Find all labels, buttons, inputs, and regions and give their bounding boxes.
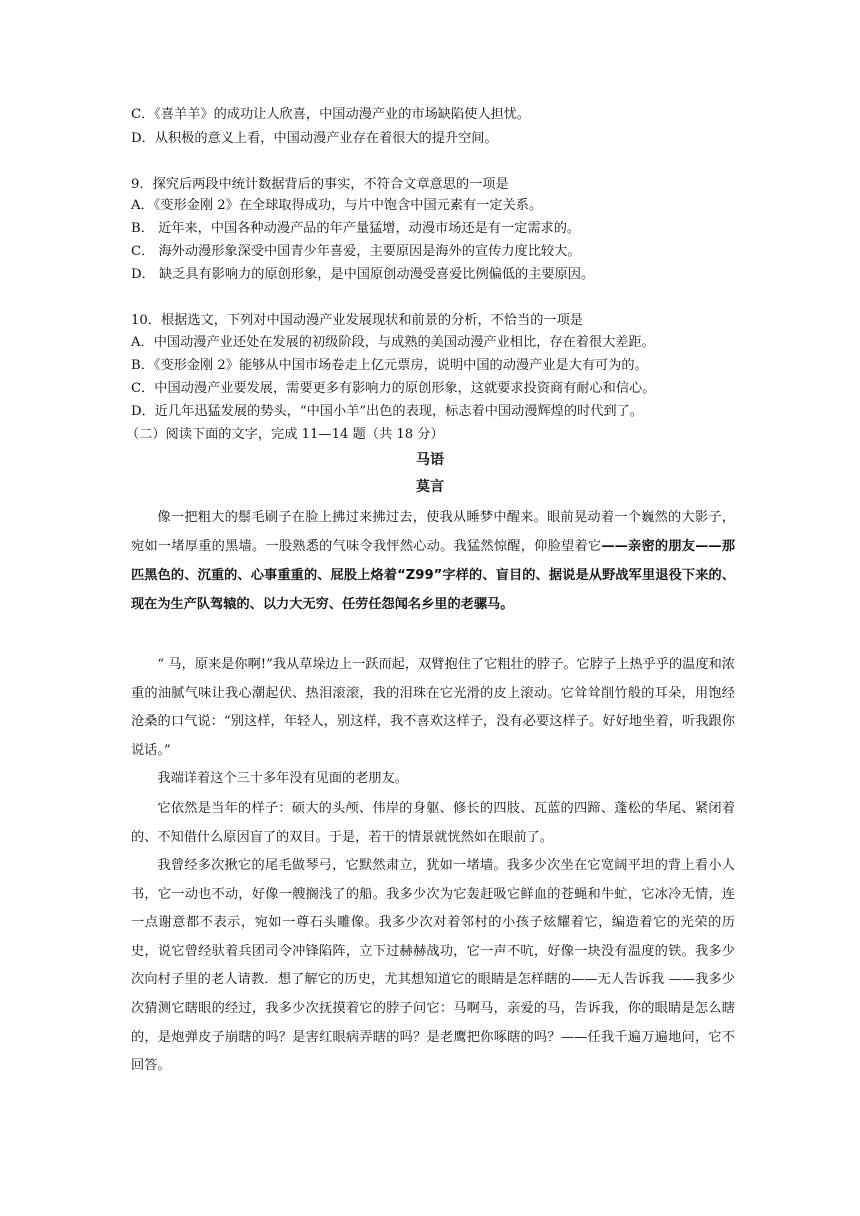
q10-stem: 10．根据选文，下列对中国动漫产业发展现状和前景的分析，不恰当的一项是 (131, 313, 583, 328)
paragraph-4: 它依然是当年的样子：硕大的头颅、伟岸的身躯、修长的四肢、瓦蓝的四蹄、蓬松的华尾、紧闭着的、不知借什么原因盲了的双目。于是，若干的情景就恍然如在眼前了。 (131, 801, 735, 845)
paragraph-2: “ 马，原来是你啊!”我从草垛边上一跃而起，双臂抱住了它粗壮的脖子。它脖子上热乎乎的温度和浓重的油腻气味让我心潮起伏、热泪滚滚，我的泪珠在它光滑的皮上滚动。它耸耸削竹般的耳朵，用饱经沧桑的口气说：“别这样，年轻人，别这样，我不喜欢这样子，没有必要这样子。好好地坐着，听我跟你说话。” (131, 657, 735, 758)
q9-option-b: B． 近年来，中国各种动漫产品的年产量猛增，动漫市场还是有一定需求的。 (131, 221, 581, 236)
story-title: 马语 (416, 452, 444, 468)
section-header: （二）阅读下面的文字，完成 11—14 题（共 18 分） (126, 427, 444, 442)
q10-option-b: B．《变形金刚 2》能够从中国市场卷走上亿元票房，说明中国的动漫产业是大有可为的。 (131, 358, 648, 373)
paragraph-1-text: 像一把粗大的鬃毛刷子在脸上拂过来拂过去，使我从睡梦中醒来。眼前晃动着一个巍然的大影子，宛如一堵厚重的黑墙。一股熟悉的气味令我怦然心动。我猛然惊醒，仰脸望着它 (131, 510, 735, 554)
q10-option-c: C．中国动漫产业要发展，需要更多有影响力的原创形象，这就要求投资商有耐心和信心。 (131, 381, 656, 396)
q8-option-c: C．《喜羊羊》的成功让人欣喜，中国动漫产业的市场缺陷使人担忧。 (131, 107, 531, 122)
story-author: 莫言 (416, 479, 444, 495)
q10-option-a: A．中国动漫产业还处在发展的初级阶段，与成熟的美国动漫产业相比，存在着很大差距。 (131, 335, 655, 350)
paragraph-1-emphasis: ——亲密的朋友——那匹黑色的、沉重的、心事重重的、屁股上烙着“Z99”字样的、盲目的、据说是从野战军里退役下来的、现在为生产队驾辕的、以力大无穷、任劳任怨闻名乡里的老骡马。 (131, 539, 736, 612)
paragraph-1 (131, 503, 735, 619)
q9-option-a: A．《变形金刚 2》在全球取得成功，与片中饱含中国元素有一定关系。 (131, 198, 543, 213)
q10-option-d: D．近几年迅猛发展的势头，“中国小羊”出色的表现，标志着中国动漫辉煌的时代到了。 (131, 404, 643, 419)
q9-option-d: D． 缺乏具有影响力的原创形象，是中国原创动漫受喜爱比例偏低的主要原因。 (131, 267, 595, 282)
q9-stem: 9．探究后两段中统计数据背后的事实，不符合文章意思的一项是 (131, 177, 509, 192)
q9-option-c: C． 海外动漫形象深受中国青少年喜爱，主要原因是海外的宣传力度比较大。 (131, 244, 581, 259)
paragraph-3: 我端详着这个三十多年没有见面的老朋友。 (157, 771, 408, 786)
q8-option-d: D．从积极的意义上看，中国动漫产业存在着很大的提升空间。 (131, 131, 498, 146)
paragraph-5: 我曾经多次揪它的尾毛做琴弓，它默然肃立，犹如一堵墙。我多少次坐在它宽阔平坦的背上看小人书，它一动也不动，好像一艘搁浅了的船。我多少次为它轰赶吸它鲜血的苍蝇和牛虻，它冰冷无情，连一点谢意都不表示，宛如一尊石头雕像。我多少次对着邻村的小孩子炫耀着它，编造着它的光荣的历史，说它曾经驮着兵团司令冲锋陷阵，立下过赫赫战功，它一声不吭，好像一块没有温度的铁。我多少次向村子里的老人请教．想了解它的历史，尤其想知道它的眼睛是怎样瞎的——无人告诉我 ——我多少次猜测它瞎眼的经过，我多少次抚摸着它的脖子问它：马啊马，亲爱的马，告诉我，你的眼睛是怎么瞎的，是炮弹皮子崩瞎的吗？是害红眼病弄瞎的吗？是老鹰把你啄瞎的吗？——任我千遍万遍地问，它不回答。 (131, 858, 735, 1074)
